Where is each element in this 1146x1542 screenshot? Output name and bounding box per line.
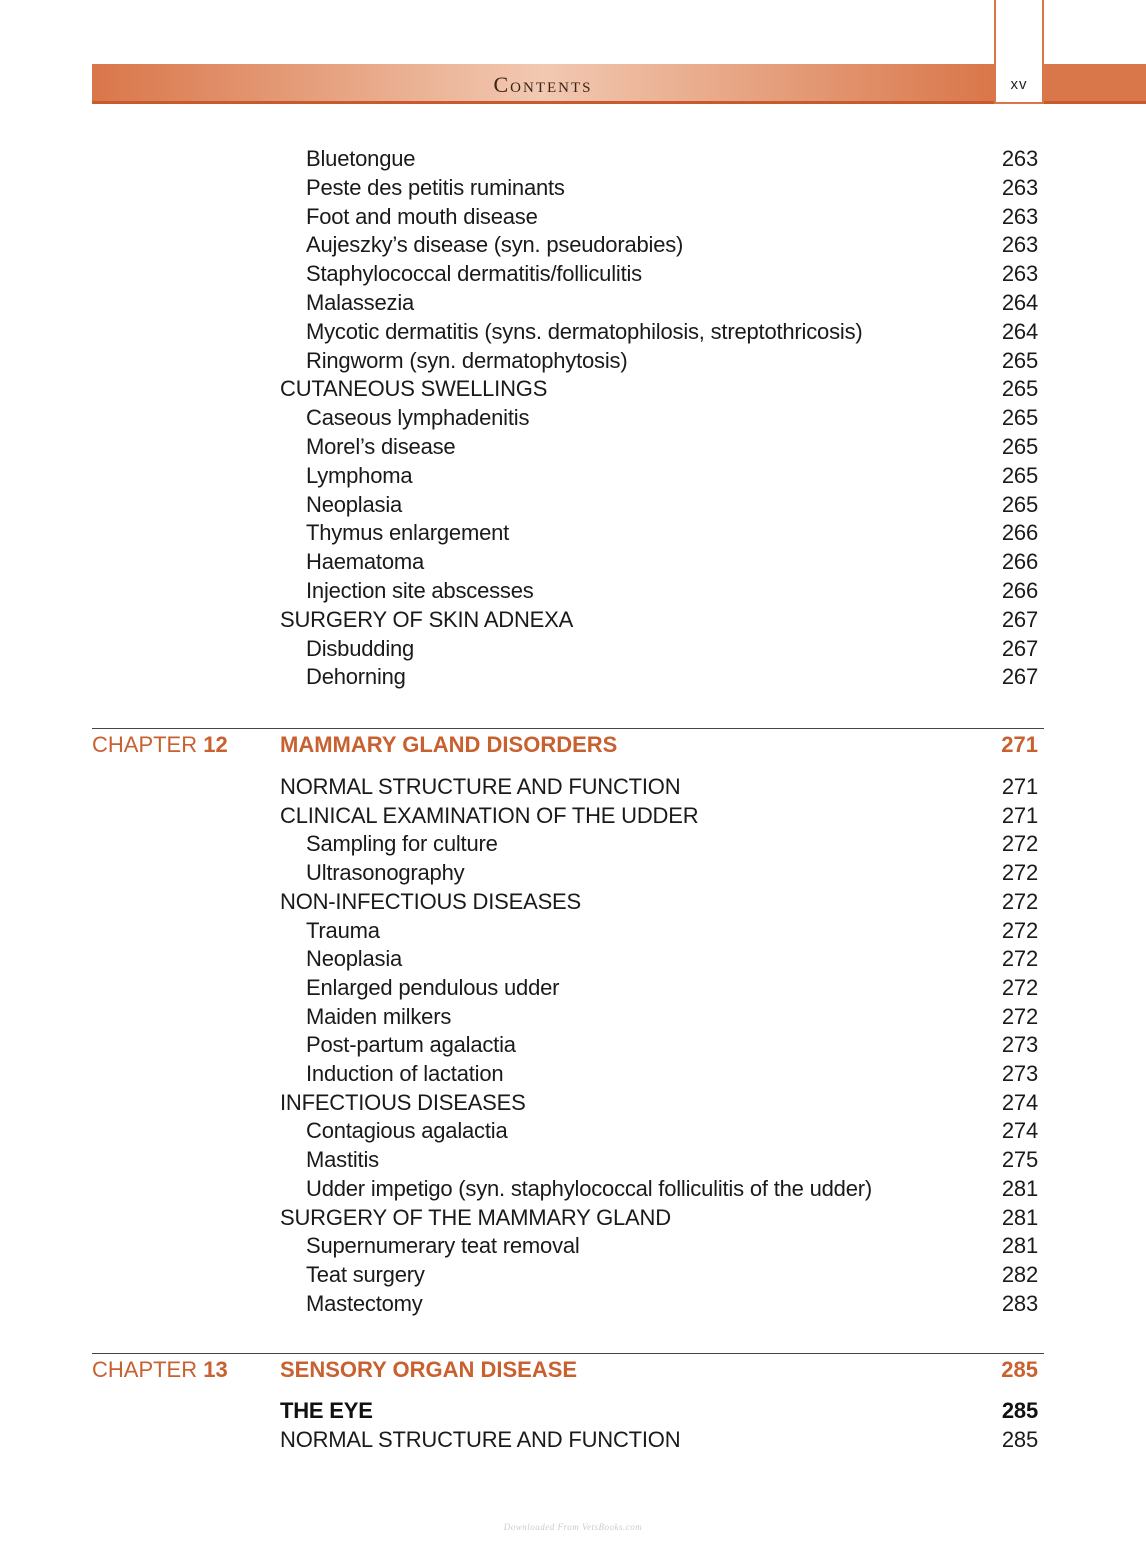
toc-entry[interactable] [280,858,1038,887]
toc-entry-title: Lymphoma [306,462,413,488]
toc-entry-page: 263 [1001,261,1038,287]
toc-entry[interactable] [280,605,1038,634]
toc-entry[interactable] [280,944,1038,973]
toc-entry[interactable] [280,887,1038,916]
toc-entry-title: Udder impetigo (syn. staphylococcal folliculitis of the udder) [306,1175,872,1201]
toc-entry[interactable] [280,1231,1038,1260]
toc-entry-title: Mastectomy [306,1290,423,1316]
toc-entry[interactable] [280,634,1038,663]
toc-entry-page: 265 [1001,347,1038,373]
toc-entry-title: INFECTIOUS DISEASES [280,1089,526,1115]
toc-entry-title: Caseous lymphadenitis [306,405,530,431]
toc-entry-title: Mastitis [306,1147,379,1173]
toc-entry-page: 282 [1001,1261,1038,1287]
toc-entry[interactable] [280,518,1038,547]
toc-entry-title: Peste des petitis ruminants [306,174,565,200]
toc-entry-page: 272 [1001,946,1038,972]
toc-entry-page: 263 [1001,232,1038,258]
toc-entry-title: SURGERY OF THE MAMMARY GLAND [280,1204,671,1230]
chapter-heading[interactable] [92,1355,1044,1385]
toc-entry-page: 281 [1001,1175,1038,1201]
toc-entry-page: 285 [1001,1427,1038,1452]
toc-entry[interactable] [280,317,1038,346]
toc-entry[interactable] [280,288,1038,317]
toc-entry-page: 271 [1001,774,1038,799]
toc-entry-page: 265 [1001,434,1038,459]
toc-entry-page: 264 [1001,318,1038,344]
toc-entry[interactable] [280,259,1038,288]
toc-entry-title: Supernumerary teat removal [306,1233,580,1259]
footer-watermark: Downloaded From VetsBooks.com [503,1522,643,1532]
toc-entry-title: CUTANEOUS SWELLINGS [280,376,548,402]
toc-entry-page: 266 [1001,549,1038,575]
toc-entry-title: NORMAL STRUCTURE AND FUNCTION [280,1427,681,1452]
toc-entry-page: 263 [1001,146,1038,171]
toc-entry-page: 265 [1001,462,1038,488]
toc-entry[interactable] [280,973,1038,1002]
toc-entry-title: NON-INFECTIOUS DISEASES [280,888,581,914]
chapter-label: CHAPTER 12 [92,732,228,757]
toc-entry-page: 265 [1001,491,1038,517]
toc-entry-page: 267 [1001,664,1038,690]
toc-entry[interactable] [280,1145,1038,1174]
toc-entry-title: Enlarged pendulous udder [306,974,560,1000]
toc-entry[interactable] [280,1203,1038,1232]
toc-entry-page: 267 [1001,635,1038,661]
toc-entry-page: 272 [1001,1003,1038,1029]
toc-entry-page: 272 [1001,888,1038,914]
toc-entry-page: 272 [1001,917,1038,943]
toc-entry-page: 263 [1001,203,1038,229]
toc-entry-page: 272 [1001,860,1038,886]
chapter-label: CHAPTER 13 [92,1357,228,1382]
toc-entry-title: Dehorning [306,664,406,690]
toc-entry-title: Maiden milkers [306,1003,452,1029]
toc-entry-page: 273 [1001,1032,1038,1058]
chapter-divider [92,1353,1044,1354]
toc-entry[interactable] [280,346,1038,375]
chapter-divider [92,728,1044,729]
toc-entry-page: 266 [1001,520,1038,546]
toc-entry-page: 263 [1001,174,1038,200]
toc-entry[interactable] [280,1088,1038,1117]
toc-entry-title: Induction of lactation [306,1061,504,1086]
toc-entry-page: 267 [1001,606,1038,632]
toc-entry[interactable] [280,490,1038,519]
toc-entry[interactable] [280,916,1038,945]
toc-entry-title: Neoplasia [306,946,403,972]
toc-entry-page: 283 [1001,1290,1038,1316]
toc-entry[interactable] [280,1059,1038,1088]
toc-entry-title: CLINICAL EXAMINATION OF THE UDDER [280,802,699,828]
toc-entry[interactable] [280,662,1038,691]
toc-entry-title: Ringworm (syn. dermatophytosis) [306,347,628,373]
toc-entry-title: Contagious agalactia [306,1118,508,1144]
toc-entry[interactable] [280,1116,1038,1145]
toc-entry-page: 285 [1001,1398,1038,1423]
toc-entry-title: Aujeszky’s disease (syn. pseudorabies) [306,232,684,258]
header-band-right [1044,64,1146,104]
chapter-title: SENSORY ORGAN DISEASE [280,1357,578,1382]
toc-entry[interactable] [280,801,1038,830]
toc-entry[interactable] [280,230,1038,259]
toc-entry-page: 265 [1001,405,1038,431]
toc-entry-page: 271 [1001,802,1038,828]
toc-entry[interactable] [280,1260,1038,1289]
toc-entry-title: Staphylococcal dermatitis/folliculitis [306,261,642,287]
toc-entry-title: Thymus enlargement [306,520,510,546]
chapter-page: 271 [1001,732,1038,757]
toc-entry-title: Bluetongue [306,146,416,171]
toc-entry-page: 274 [1001,1118,1038,1144]
toc-entry-page: 266 [1001,578,1038,603]
toc-entry-page: 281 [1001,1204,1038,1230]
toc-entry[interactable] [280,829,1038,858]
page-number-tab [994,0,1044,104]
toc-entry[interactable] [280,1002,1038,1031]
toc-entry-title: Haematoma [306,549,425,575]
toc-entry-title: Teat surgery [306,1261,425,1287]
toc-entry[interactable] [280,576,1038,605]
toc-entry-title: Mycotic dermatitis (syns. dermatophilosis, streptothricosis) [306,318,863,344]
toc-entry-title: Foot and mouth disease [306,203,538,229]
toc-entry-title: Sampling for culture [306,831,498,857]
page-number: xv [1010,76,1028,93]
toc-entry-title: Post-partum agalactia [306,1032,516,1058]
toc-entry[interactable] [280,432,1038,461]
toc-entry-page: 281 [1001,1233,1038,1259]
toc-entry-page: 265 [1001,376,1038,402]
toc-entry-page: 264 [1001,290,1038,315]
toc-entry[interactable] [280,772,1038,801]
toc-entry-title: Disbudding [306,635,415,661]
toc-entry-page: 274 [1001,1089,1038,1115]
toc-entry[interactable] [280,1425,1038,1454]
toc-entry[interactable] [280,173,1038,202]
toc-entry-title: THE EYE [280,1398,373,1423]
toc-entry-page: 275 [1001,1147,1038,1173]
toc-entry[interactable] [280,1174,1038,1203]
toc-entry-title: Injection site abscesses [306,578,534,603]
toc-entry-page: 273 [1001,1061,1038,1086]
running-header-band [92,64,994,104]
toc-entry-page: 272 [1001,831,1038,857]
toc-entry[interactable] [280,1289,1038,1318]
chapter-title: MAMMARY GLAND DISORDERS [280,732,618,757]
toc-entry-title: Neoplasia [306,491,403,517]
toc-entry[interactable] [280,374,1038,403]
running-header-title: Contents [493,72,593,97]
toc-entry-title: Trauma [306,917,380,943]
toc-entry[interactable] [280,202,1038,231]
chapter-heading[interactable] [92,730,1044,760]
chapter-page: 285 [1001,1357,1038,1382]
toc-entry-title: Malassezia [306,290,415,315]
toc-entry[interactable] [280,1030,1038,1059]
toc-entry-title: Morel’s disease [306,434,456,459]
toc-entry[interactable] [280,547,1038,576]
toc-entry[interactable] [280,403,1038,432]
toc-entry-title: SURGERY OF SKIN ADNEXA [280,606,574,632]
toc-entry-title: NORMAL STRUCTURE AND FUNCTION [280,774,681,799]
toc-entry[interactable] [280,144,1038,173]
toc-entry[interactable] [280,1396,1038,1425]
toc-entry[interactable] [280,461,1038,490]
toc-entry-title: Ultrasonography [306,860,465,886]
toc-entry-page: 272 [1001,974,1038,1000]
